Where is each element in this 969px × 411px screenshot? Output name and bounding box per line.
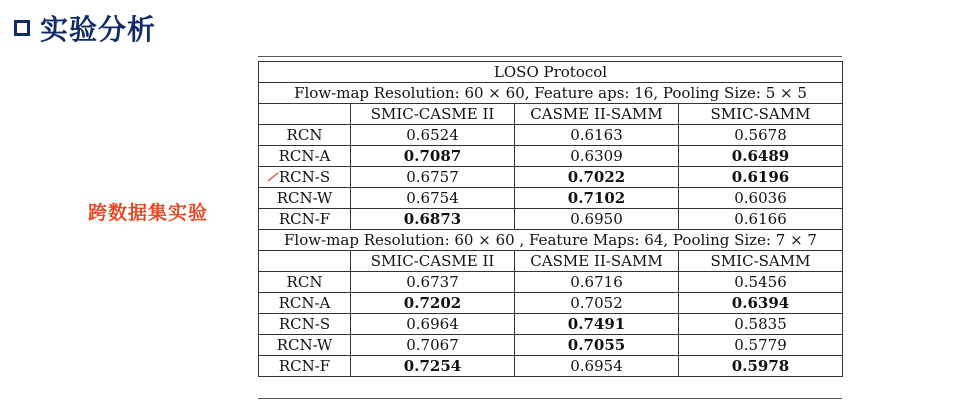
results-table-body	[259, 62, 843, 377]
corner-cell	[259, 251, 351, 272]
score-value: 0.6754	[406, 189, 459, 207]
score-value: 0.6036	[734, 189, 787, 207]
table-cell	[679, 272, 843, 293]
table-cell	[515, 125, 679, 146]
score-value: 0.6964	[406, 315, 459, 333]
best-score-value: 0.7055	[567, 336, 626, 354]
table-row	[259, 125, 843, 146]
score-value: 0.7067	[406, 336, 459, 354]
table-cell	[515, 335, 679, 356]
results-table-container	[258, 56, 842, 377]
table-cell	[679, 314, 843, 335]
column-header-row	[259, 251, 843, 272]
table-row	[259, 146, 843, 167]
best-score-value: 0.7491	[567, 315, 626, 333]
slide-title-text: 实验分析	[40, 13, 157, 46]
table-cell	[515, 314, 679, 335]
table-cell	[679, 188, 843, 209]
table-row	[259, 335, 843, 356]
score-value: 0.6309	[570, 147, 623, 165]
table-cell	[351, 167, 515, 188]
slide-title	[14, 8, 156, 48]
row-label: RCN-W	[259, 188, 351, 209]
row-label: RCN-F	[259, 209, 351, 230]
row-label: RCN-S	[259, 167, 351, 188]
row-label: RCN	[259, 272, 351, 293]
table-cell	[351, 188, 515, 209]
table-row	[259, 314, 843, 335]
best-score-value: 0.6873	[403, 210, 462, 228]
table-row	[259, 272, 843, 293]
column-header-row	[259, 104, 843, 125]
column-header: SMIC-SAMM	[679, 251, 843, 272]
table-cell	[679, 125, 843, 146]
score-value: 0.6757	[406, 168, 459, 186]
square-bullet-icon	[14, 20, 30, 36]
score-value: 0.6524	[406, 126, 459, 144]
table-cell	[351, 356, 515, 377]
table-cell	[351, 125, 515, 146]
table-cell	[515, 272, 679, 293]
table-cell	[515, 146, 679, 167]
table-cell	[679, 146, 843, 167]
results-table	[258, 61, 843, 377]
table-cell	[351, 314, 515, 335]
row-label: RCN-F	[259, 356, 351, 377]
table-cell	[351, 335, 515, 356]
row-label: RCN	[259, 125, 351, 146]
table-cell	[679, 167, 843, 188]
score-value: 0.5779	[734, 336, 787, 354]
table-cell	[679, 293, 843, 314]
table-cell	[351, 209, 515, 230]
column-header: CASME II-SAMM	[515, 251, 679, 272]
table-cell	[679, 356, 843, 377]
table-cell	[351, 272, 515, 293]
row-label: RCN-A	[259, 146, 351, 167]
section-caption-row	[259, 83, 843, 104]
score-value: 0.6954	[570, 357, 623, 375]
table-cell	[515, 209, 679, 230]
score-value: 0.7052	[570, 294, 623, 312]
table-row	[259, 356, 843, 377]
score-value: 0.6166	[734, 210, 787, 228]
table-cell	[351, 293, 515, 314]
score-value: 0.6950	[570, 210, 623, 228]
row-label: RCN-S	[259, 314, 351, 335]
table-title-row	[259, 62, 843, 83]
best-score-value: 0.6489	[731, 147, 790, 165]
score-value: 0.5835	[734, 315, 787, 333]
best-score-value: 0.5978	[731, 357, 790, 375]
table-cell	[679, 335, 843, 356]
best-score-value: 0.6394	[731, 294, 790, 312]
table-title: LOSO Protocol	[259, 62, 843, 83]
best-score-value: 0.7202	[403, 294, 462, 312]
table-cell	[515, 293, 679, 314]
best-score-value: 0.7022	[567, 168, 626, 186]
section-caption-row	[259, 230, 843, 251]
table-cell	[679, 209, 843, 230]
table-cell	[351, 146, 515, 167]
score-value: 0.6163	[570, 126, 623, 144]
table-row	[259, 209, 843, 230]
column-header: SMIC-CASME II	[351, 251, 515, 272]
cross-dataset-label: 跨数据集实验	[88, 202, 209, 224]
table-row	[259, 293, 843, 314]
table-cell	[515, 188, 679, 209]
corner-cell	[259, 104, 351, 125]
bottom-rule	[258, 398, 842, 399]
table-cell	[515, 167, 679, 188]
column-header: SMIC-CASME II	[351, 104, 515, 125]
best-score-value: 0.7254	[403, 357, 462, 375]
best-score-value: 0.7087	[403, 147, 462, 165]
score-value: 0.5678	[734, 126, 787, 144]
table-cell	[515, 356, 679, 377]
best-score-value: 0.6196	[731, 168, 790, 186]
section-caption: Flow-map Resolution: 60 × 60, Feature aps: 16, Pooling Size: 5 × 5	[259, 83, 843, 104]
table-row	[259, 167, 843, 188]
table-row	[259, 188, 843, 209]
row-label: RCN-A	[259, 293, 351, 314]
score-value: 0.6716	[570, 273, 623, 291]
score-value: 0.6737	[406, 273, 459, 291]
column-header: SMIC-SAMM	[679, 104, 843, 125]
best-score-value: 0.7102	[567, 189, 626, 207]
score-value: 0.5456	[734, 273, 787, 291]
section-caption: Flow-map Resolution: 60 × 60 , Feature Maps: 64, Pooling Size: 7 × 7	[259, 230, 843, 251]
column-header: CASME II-SAMM	[515, 104, 679, 125]
row-label: RCN-W	[259, 335, 351, 356]
